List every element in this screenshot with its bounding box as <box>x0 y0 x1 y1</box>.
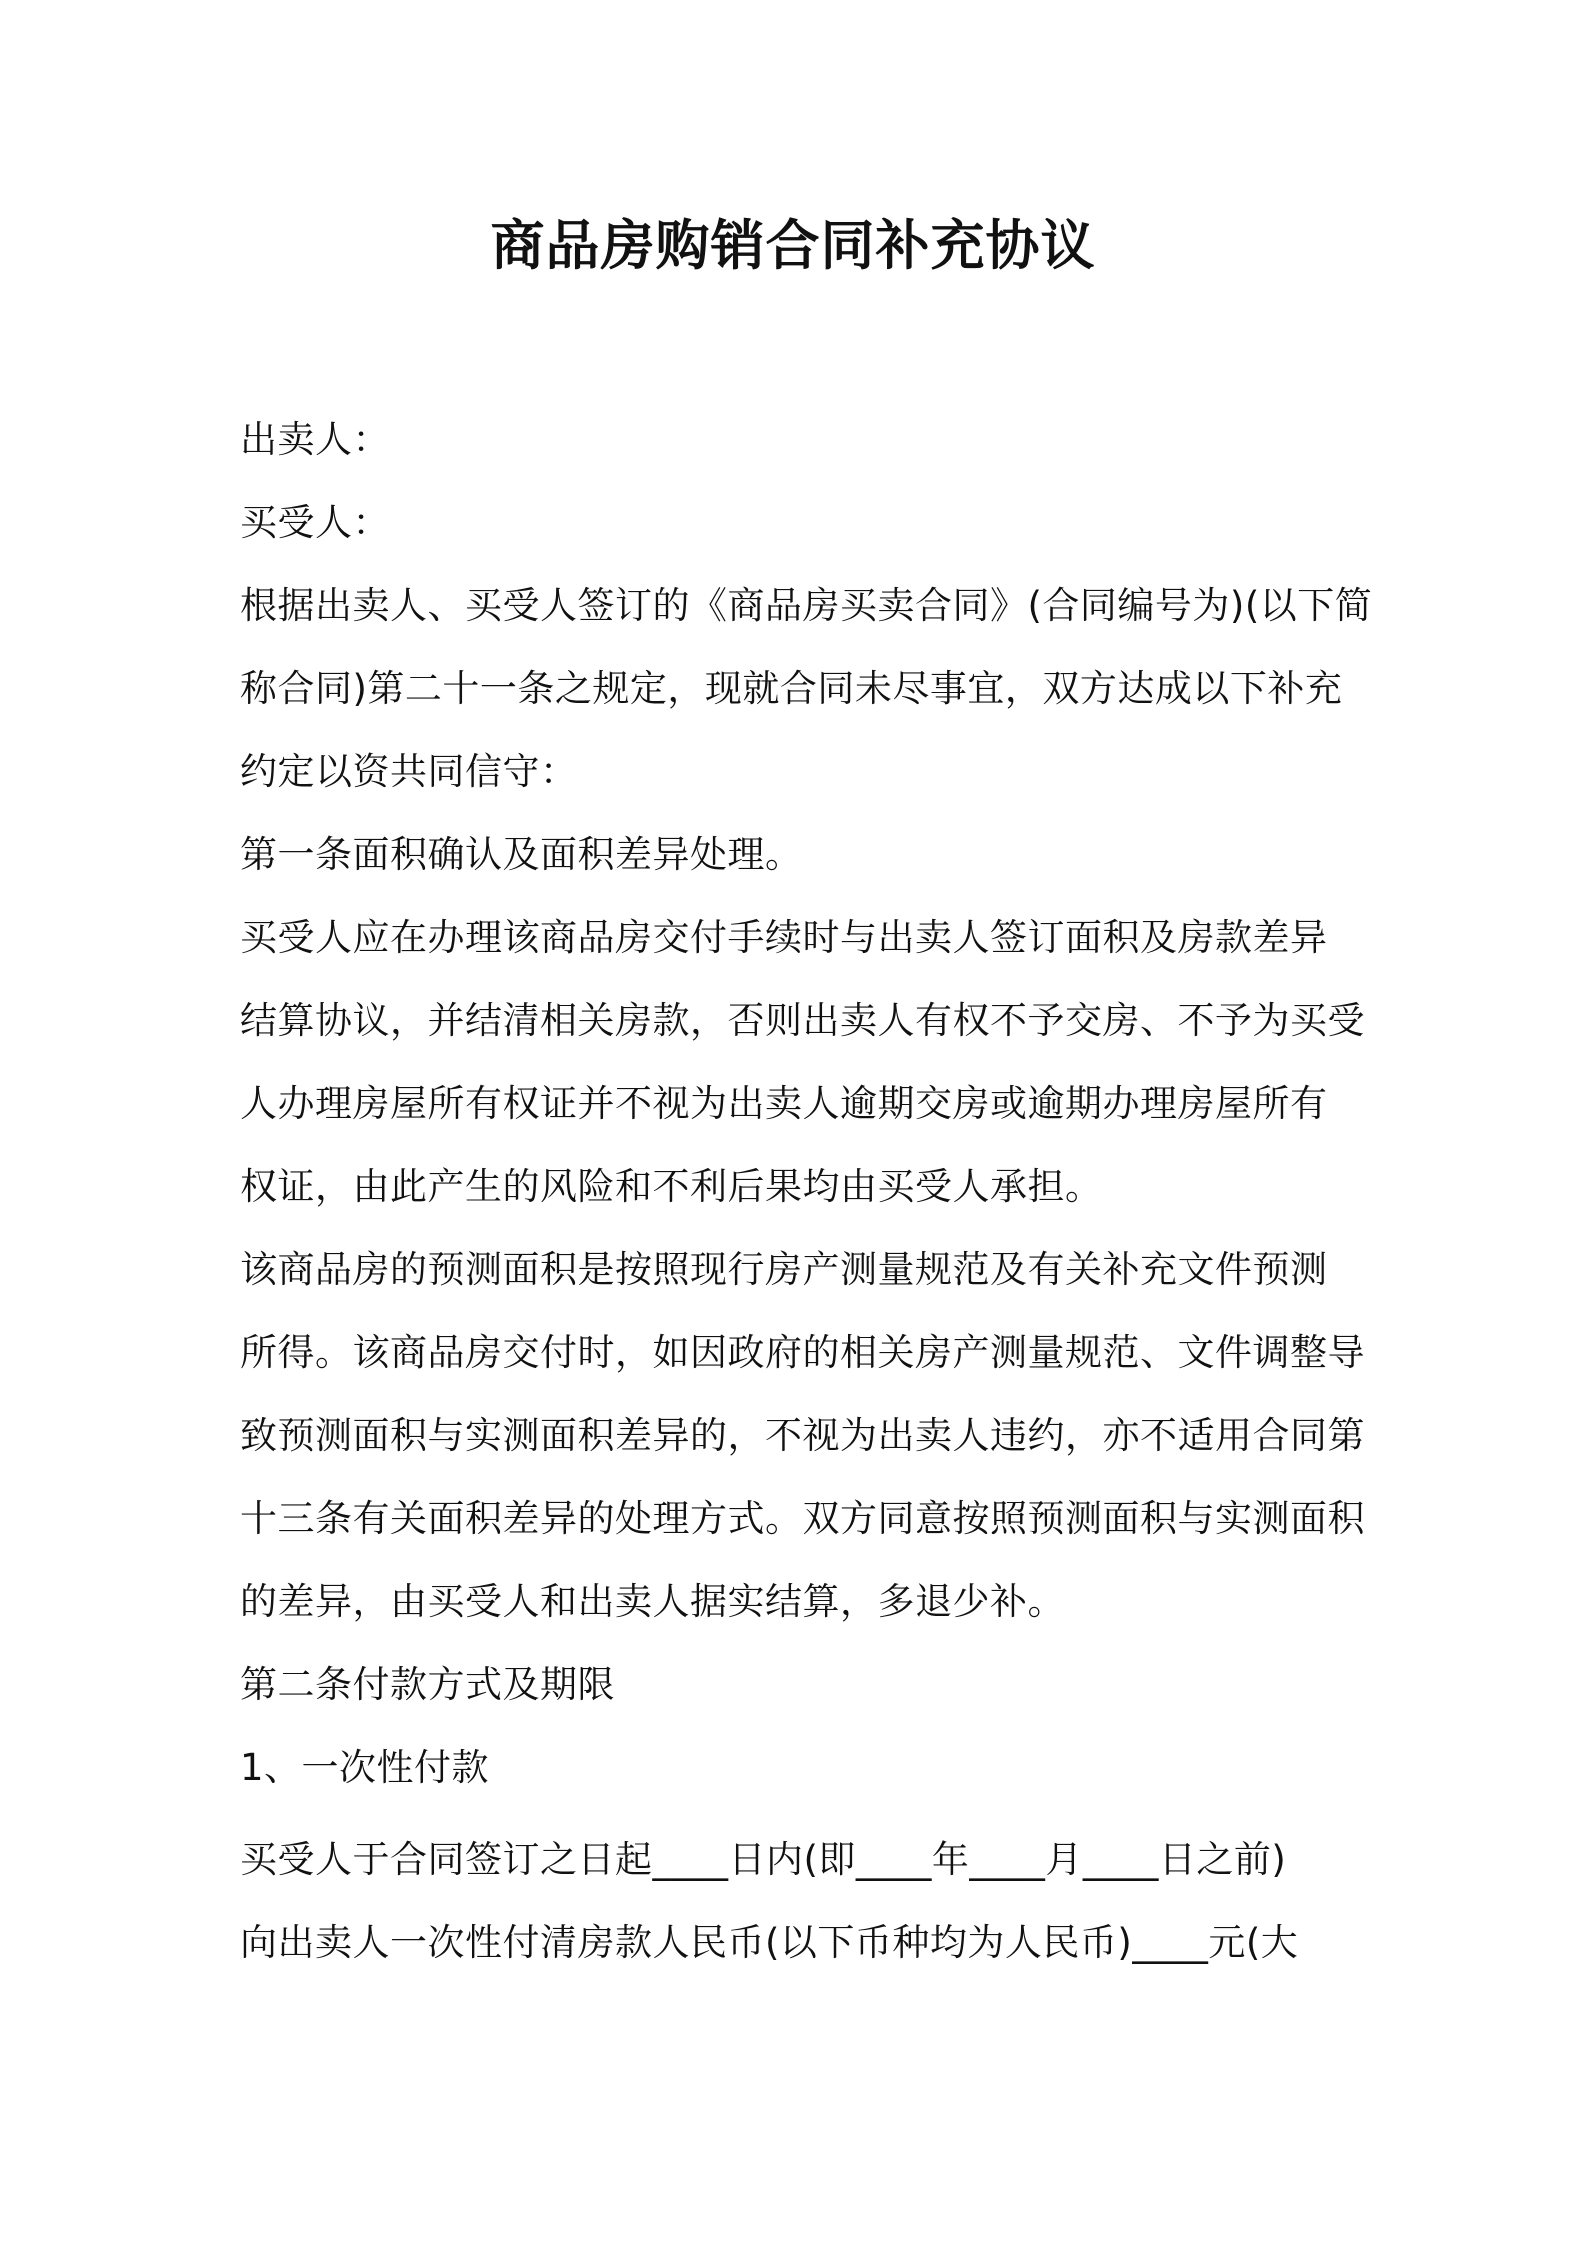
article-1-paragraph-2-line-3: 致预测面积与实测面积差异的，不视为出卖人违约，亦不适用合同第 <box>240 1414 1365 1457</box>
intro-line-1: 根据出卖人、买受人签订的《商品房买卖合同》(合同编号为)(以下简 <box>240 584 1373 627</box>
buyer-line: 买受人： <box>240 501 390 544</box>
payment-paragraph-line-2: 向出卖人一次性付清房款人民币(以下币种均为人民币)____元(大 <box>240 1921 1299 1964</box>
article-1-paragraph-1-line-3: 人办理房屋所有权证并不视为出卖人逾期交房或逾期办理房屋所有 <box>240 1082 1328 1125</box>
article-2-heading: 第二条付款方式及期限 <box>240 1663 615 1706</box>
payment-paragraph-line-1: 买受人于合同签订之日起____日内(即____年____月____日之前) <box>240 1838 1287 1881</box>
seller-line: 出卖人： <box>240 418 390 461</box>
intro-line-2: 称合同)第二十一条之规定，现就合同未尽事宜，双方达成以下补充 <box>240 667 1343 710</box>
document-title: 商品房购销合同补充协议 <box>490 214 1096 277</box>
document-body <box>240 398 1373 1984</box>
article-1-heading: 第一条面积确认及面积差异处理。 <box>240 833 803 876</box>
payment-method-item-1: 1、一次性付款 <box>240 1746 490 1789</box>
article-1-paragraph-2-line-2: 所得。该商品房交付时，如因政府的相关房产测量规范、文件调整导 <box>240 1331 1365 1374</box>
article-1-paragraph-2-line-4: 十三条有关面积差异的处理方式。双方同意按照预测面积与实测面积 <box>240 1497 1365 1540</box>
article-1-paragraph-1-line-2: 结算协议，并结清相关房款，否则出卖人有权不予交房、不予为买受 <box>240 999 1365 1042</box>
article-1-paragraph-1-line-1: 买受人应在办理该商品房交付手续时与出卖人签订面积及房款差异 <box>240 916 1328 959</box>
article-1-paragraph-2-line-1: 该商品房的预测面积是按照现行房产测量规范及有关补充文件预测 <box>240 1248 1328 1291</box>
article-1-paragraph-2-line-5: 的差异，由买受人和出卖人据实结算，多退少补。 <box>240 1580 1065 1623</box>
article-1-paragraph-1-line-4: 权证，由此产生的风险和不利后果均由买受人承担。 <box>240 1165 1103 1208</box>
intro-line-3: 约定以资共同信守： <box>240 750 578 793</box>
